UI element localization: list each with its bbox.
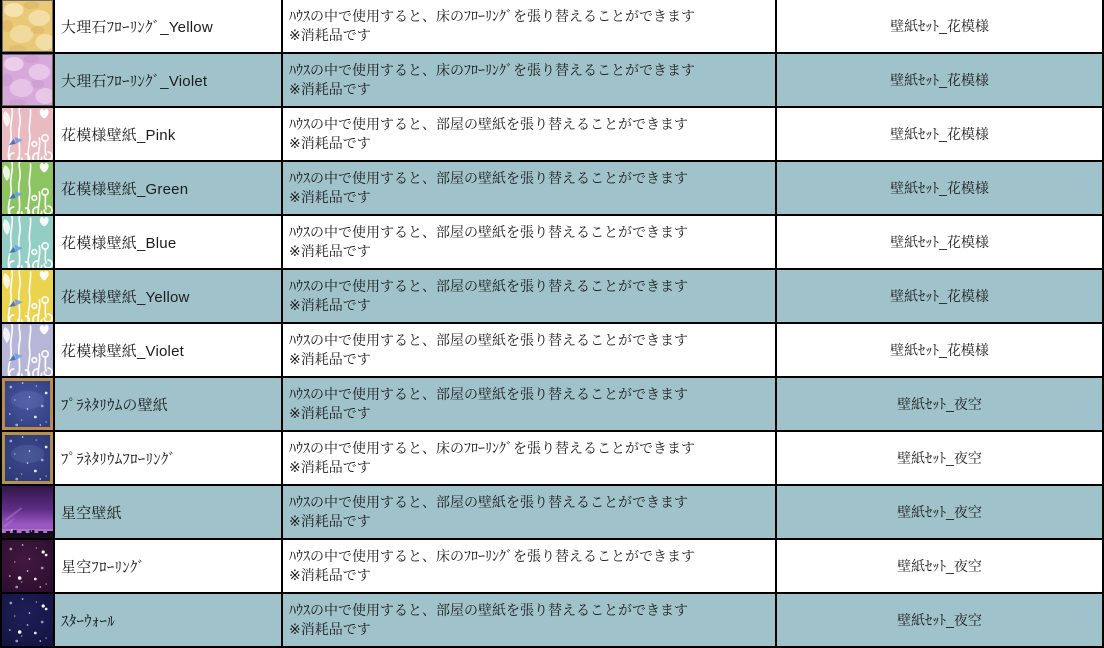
item-category: 壁紙ｾｯﾄ_花模様	[890, 180, 989, 196]
item-thumbnail-cell	[2, 0, 55, 52]
item-thumbnail-cell	[2, 54, 55, 106]
item-description-line1: ﾊｳｽの中で使用すると、部屋の壁紙を張り替えることができます	[289, 224, 688, 240]
item-description	[283, 486, 777, 538]
green-flower-wallpaper-swatch-icon	[2, 162, 53, 214]
table-row	[2, 108, 1102, 162]
starry-flooring-swatch-icon	[2, 540, 53, 592]
item-description-line1: ﾊｳｽの中で使用すると、部屋の壁紙を張り替えることができます	[289, 602, 688, 618]
table-row	[2, 0, 1102, 54]
planetarium-wallpaper-swatch-icon	[2, 378, 53, 430]
table-row	[2, 486, 1102, 540]
item-description	[283, 162, 777, 214]
item-category: 壁紙ｾｯﾄ_花模様	[890, 288, 989, 304]
item-description-line1: ﾊｳｽの中で使用すると、床のﾌﾛｰﾘﾝｸﾞを張り替えることができます	[289, 8, 695, 24]
yellow-marble-swatch-icon	[2, 0, 53, 52]
item-name: 星空ﾌﾛｰﾘﾝｸﾞ	[55, 540, 283, 592]
item-description-note: ※消耗品です	[289, 513, 371, 529]
item-description-note: ※消耗品です	[289, 27, 371, 43]
item-name: 花模様壁紙_Blue	[55, 216, 283, 268]
starry-sky-wallpaper-swatch-icon	[2, 486, 53, 538]
item-description	[283, 540, 777, 592]
item-description-note: ※消耗品です	[289, 81, 371, 97]
item-thumbnail-cell	[2, 378, 55, 430]
item-description-note: ※消耗品です	[289, 405, 371, 421]
item-thumbnail-cell	[2, 540, 55, 592]
item-thumbnail-cell	[2, 162, 55, 214]
item-description-note: ※消耗品です	[289, 567, 371, 583]
item-description-note: ※消耗品です	[289, 621, 371, 637]
item-description	[283, 378, 777, 430]
item-description	[283, 0, 777, 52]
item-description-line1: ﾊｳｽの中で使用すると、部屋の壁紙を張り替えることができます	[289, 170, 688, 186]
item-category: 壁紙ｾｯﾄ_花模様	[890, 126, 989, 142]
item-description	[283, 324, 777, 376]
violet-flower-wallpaper-swatch-icon	[2, 324, 53, 376]
item-description-note: ※消耗品です	[289, 297, 371, 313]
item-name: 花模様壁紙_Yellow	[55, 270, 283, 322]
star-wall-swatch-icon	[2, 594, 53, 646]
table-row	[2, 540, 1102, 594]
item-category: 壁紙ｾｯﾄ_夜空	[897, 558, 982, 574]
item-thumbnail-cell	[2, 324, 55, 376]
item-description	[283, 108, 777, 160]
item-description-note: ※消耗品です	[289, 189, 371, 205]
table-row	[2, 216, 1102, 270]
item-description	[283, 432, 777, 484]
item-description-note: ※消耗品です	[289, 351, 371, 367]
yellow-flower-wallpaper-swatch-icon	[2, 270, 53, 322]
item-thumbnail-cell	[2, 486, 55, 538]
item-description-note: ※消耗品です	[289, 459, 371, 475]
pink-flower-wallpaper-swatch-icon	[2, 108, 53, 160]
table-row	[2, 378, 1102, 432]
table-row	[2, 54, 1102, 108]
planetarium-flooring-swatch-icon	[2, 432, 53, 484]
item-description-note: ※消耗品です	[289, 243, 371, 259]
table-row	[2, 324, 1102, 378]
item-category: 壁紙ｾｯﾄ_夜空	[897, 450, 982, 466]
table-row	[2, 594, 1102, 648]
item-description	[283, 594, 777, 646]
item-name: ﾌﾟﾗﾈﾀﾘｳﾑの壁紙	[55, 378, 283, 430]
item-name: 花模様壁紙_Pink	[55, 108, 283, 160]
item-thumbnail-cell	[2, 270, 55, 322]
item-thumbnail-cell	[2, 108, 55, 160]
item-description-line1: ﾊｳｽの中で使用すると、部屋の壁紙を張り替えることができます	[289, 278, 688, 294]
item-category: 壁紙ｾｯﾄ_花模様	[890, 18, 989, 34]
item-category: 壁紙ｾｯﾄ_花模様	[890, 72, 989, 88]
item-thumbnail-cell	[2, 432, 55, 484]
item-description-line1: ﾊｳｽの中で使用すると、床のﾌﾛｰﾘﾝｸﾞを張り替えることができます	[289, 62, 695, 78]
item-category: 壁紙ｾｯﾄ_夜空	[897, 396, 982, 412]
item-description	[283, 270, 777, 322]
blue-flower-wallpaper-swatch-icon	[2, 216, 53, 268]
item-description-line1: ﾊｳｽの中で使用すると、床のﾌﾛｰﾘﾝｸﾞを張り替えることができます	[289, 548, 695, 564]
item-description-line1: ﾊｳｽの中で使用すると、床のﾌﾛｰﾘﾝｸﾞを張り替えることができます	[289, 440, 695, 456]
item-category: 壁紙ｾｯﾄ_夜空	[897, 612, 982, 628]
item-category: 壁紙ｾｯﾄ_花模様	[890, 342, 989, 358]
item-name: 大理石ﾌﾛｰﾘﾝｸﾞ_Yellow	[55, 0, 283, 52]
item-category: 壁紙ｾｯﾄ_花模様	[890, 234, 989, 250]
item-category: 壁紙ｾｯﾄ_夜空	[897, 504, 982, 520]
item-name: 星空壁紙	[55, 486, 283, 538]
item-description-line1: ﾊｳｽの中で使用すると、部屋の壁紙を張り替えることができます	[289, 494, 688, 510]
table-row	[2, 432, 1102, 486]
item-name: ｽﾀｰｳｫｰﾙ	[55, 594, 283, 646]
item-description-line1: ﾊｳｽの中で使用すると、部屋の壁紙を張り替えることができます	[289, 386, 688, 402]
item-name: 花模様壁紙_Violet	[55, 324, 283, 376]
item-name: ﾌﾟﾗﾈﾀﾘｳﾑﾌﾛｰﾘﾝｸﾞ	[55, 432, 283, 484]
item-description-line1: ﾊｳｽの中で使用すると、部屋の壁紙を張り替えることができます	[289, 116, 688, 132]
item-description	[283, 216, 777, 268]
item-name: 大理石ﾌﾛｰﾘﾝｸﾞ_Violet	[55, 54, 283, 106]
violet-marble-swatch-icon	[2, 54, 53, 106]
item-thumbnail-cell	[2, 594, 55, 646]
item-description-note: ※消耗品です	[289, 135, 371, 151]
table-row	[2, 162, 1102, 216]
item-description	[283, 54, 777, 106]
item-name: 花模様壁紙_Green	[55, 162, 283, 214]
table-row	[2, 270, 1102, 324]
item-description-line1: ﾊｳｽの中で使用すると、部屋の壁紙を張り替えることができます	[289, 332, 688, 348]
item-thumbnail-cell	[2, 216, 55, 268]
